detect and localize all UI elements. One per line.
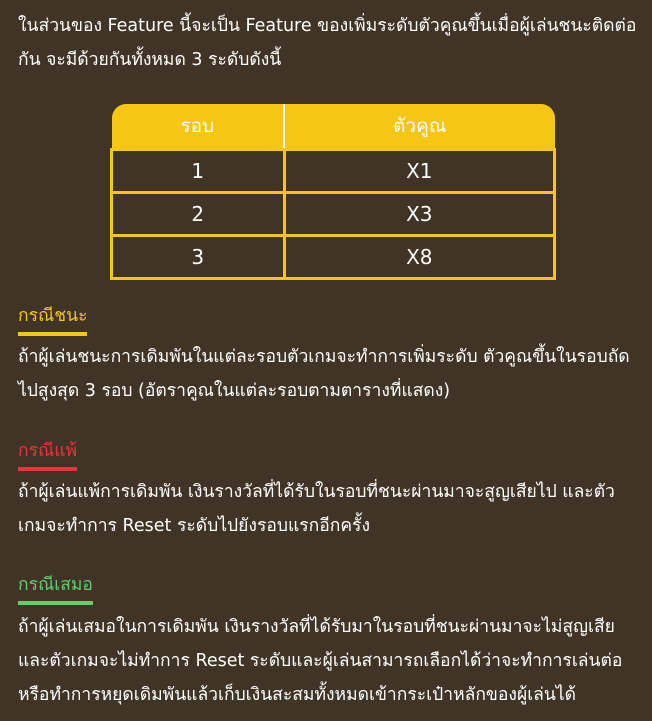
table-cell-round: 3 [112, 236, 285, 279]
table-cell-multiplier: X1 [284, 150, 554, 193]
draw-case-title: กรณีเสมอ [18, 570, 93, 605]
table-cell-round: 2 [112, 193, 285, 236]
lose-case-text: ถ้าผู้เล่นแพ้การเดิมพัน เงินรางวัลที่ได้รับในรอบที่ชนะผ่านมาจะสูญเสียไป และตัวเกมจะทำการ Reset ระดับไปยังรอบแรกอีกครั้ง [18, 482, 615, 536]
multiplier-table [110, 104, 556, 280]
table-row [112, 236, 555, 279]
table-cell-round: 1 [112, 150, 285, 193]
draw-case-text: ถ้าผู้เล่นเสมอในการเดิมพัน เงินรางวัลที่ได้รับมาในรอบที่ชนะผ่านมาจะไม่สูญเสีย และตัวเกมจะไม่ทำการ Reset ระดับและผู้เล่นสามารถเลือกได้ว่าจะทำการเล่นต่อหรือทำการหยุดเดิมพันแล้วเก็บเงินสะสมทั้งหมดเข้ากระเป๋าหลักของผู้เล่นได้ [18, 617, 623, 705]
table-cell-multiplier: X3 [284, 193, 554, 236]
table-header-multiplier: ตัวคูณ [393, 115, 447, 137]
table-row [112, 193, 555, 236]
table-cell-multiplier: X8 [284, 236, 554, 279]
table-header-row [112, 104, 555, 150]
lose-case-title: กรณีแพ้ [18, 436, 77, 471]
win-case-title: กรณีชนะ [18, 301, 87, 336]
intro-text: ในส่วนของ Feature นี้จะเป็น Feature ของเพิ่มระดับตัวคูณขึ้นเมื่อผู้เล่นชนะติดต่อกัน จะมีด้วยกันทั้งหมด 3 ระดับดังนี้ [18, 16, 637, 70]
win-case-text: ถ้าผู้เล่นชนะการเดิมพันในแต่ละรอบตัวเกมจะทำการเพิ่มระดับ ตัวคูณขึ้นในรอบถัดไปสูงสุด 3 รอบ (อัตราคูณในแต่ละรอบตามตารางที่แสดง) [18, 347, 630, 401]
table-row [112, 150, 555, 193]
table-header-round: รอบ [112, 104, 285, 150]
